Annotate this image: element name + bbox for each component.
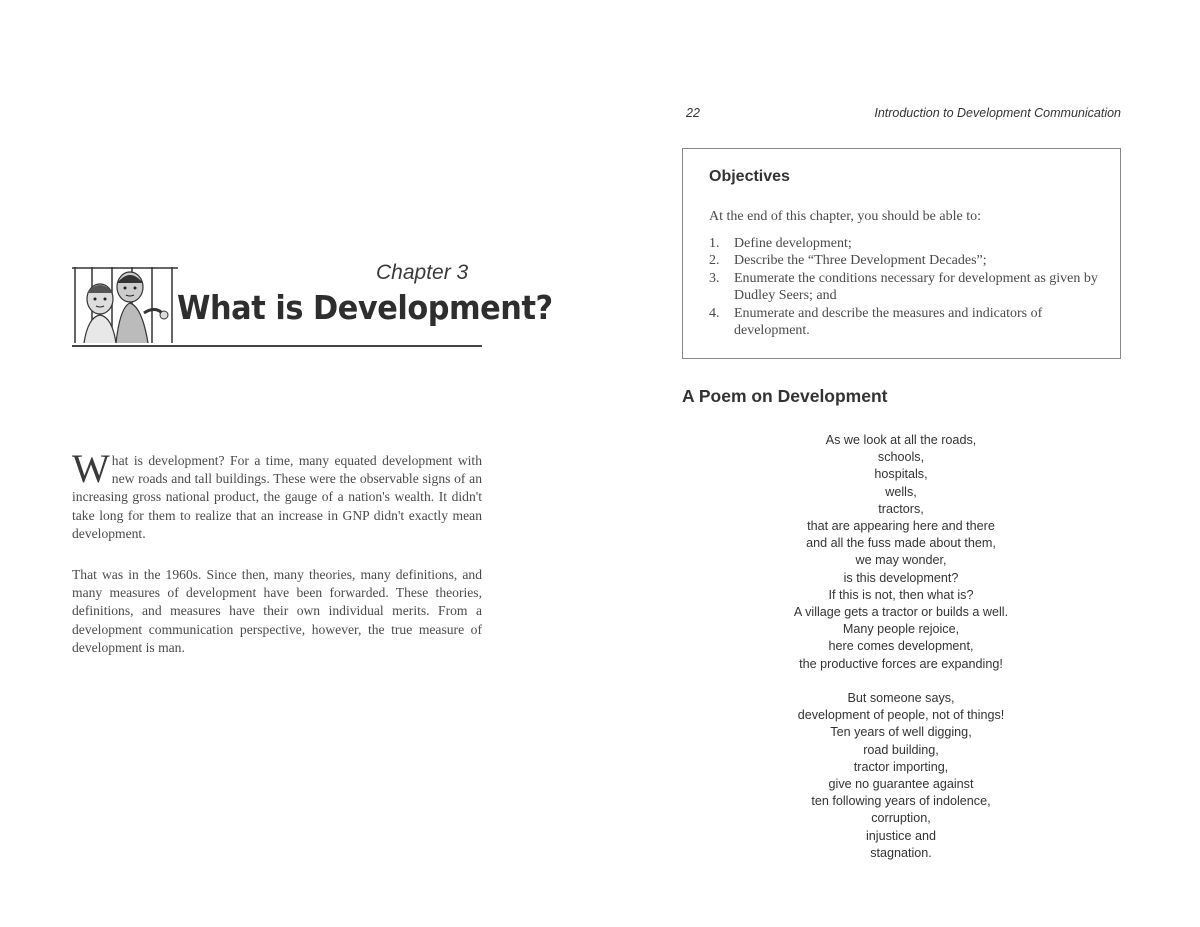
intro-paragraph: [72, 446, 482, 543]
poem-line: give no guarantee against: [828, 777, 974, 792]
drop-cap: W: [72, 446, 110, 491]
poem-line: A village gets a tractor or builds a well.: [793, 605, 1009, 620]
poem-line: road building,: [863, 742, 939, 757]
chapter-title: What is Development?: [177, 288, 553, 327]
page-number: 22: [686, 106, 700, 120]
poem-stanza-1: [682, 432, 1120, 673]
chapter-illustration-children-behind-bars: [72, 265, 180, 345]
objectives-heading: Objectives: [709, 168, 790, 185]
poem-line: and all the fuss made about them,: [806, 536, 996, 551]
poem-line: tractors,: [878, 501, 924, 516]
poem-line: development of people, not of things!: [797, 708, 1005, 723]
objective-number: 1.: [709, 236, 720, 251]
poem-line: tractor importing,: [853, 759, 949, 774]
poem-line: Many people rejoice,: [842, 622, 960, 637]
poem-line: But someone says,: [847, 691, 955, 705]
objective-text: Enumerate the conditions necessary for development as given by Dudley Seers; and: [734, 270, 1098, 304]
objective-number: 3.: [709, 270, 720, 286]
objective-text: Enumerate and describe the measures and indicators of development.: [734, 305, 1043, 339]
poem-line: here comes development,: [828, 639, 974, 654]
poem-line: If this is not, then what is?: [828, 587, 974, 602]
poem-line: wells,: [885, 484, 917, 499]
poem-line: that are appearing here and there: [807, 519, 995, 534]
objective-item: [709, 252, 1104, 269]
right-page: [600, 0, 1200, 927]
intro-paragraph-text: hat is development? For a time, many equated development with new roads and tall buildings. These were the observable signs of an increasing gross national product, the gauge of a nation's wealth. It didn't take long for them to realize that an increase in GNP didn't exactly mean development.: [72, 453, 482, 541]
poem-heading: A Poem on Development: [682, 386, 888, 406]
objective-text: Describe the “Three Development Decades”;: [734, 253, 987, 269]
objectives-intro: At the end of this chapter, you should be able to:: [709, 209, 981, 224]
chapter-rule: [72, 345, 482, 347]
poem-line: ten following years of indolence,: [811, 794, 991, 809]
objective-number: 2.: [709, 253, 720, 269]
poem-line: Ten years of well digging,: [830, 725, 972, 740]
poem-line: corruption,: [871, 811, 931, 826]
objectives-box: [682, 148, 1121, 359]
second-paragraph: That was in the 1960s. Since then, many theories, many definitions, and many measures of development have been forwarded. These theories, definitions, and measures have their own individual merits. From a development communication perspective, however, the true measure of development is man.: [72, 567, 482, 655]
objectives-list: [709, 235, 1104, 339]
poem-line: injustice and: [865, 828, 936, 843]
poem-line: hospitals,: [874, 467, 928, 482]
objective-item: [709, 270, 1104, 305]
poem-line: schools,: [877, 450, 925, 465]
poem-line: we may wonder,: [855, 553, 947, 568]
poem-line: the productive forces are expanding!: [799, 656, 1003, 671]
poem-line: is this development?: [843, 570, 959, 585]
poem-line: stagnation.: [870, 845, 932, 860]
objective-text: Define development;: [734, 236, 852, 251]
running-header-title: Introduction to Development Communication: [874, 106, 1121, 120]
objective-number: 4.: [709, 305, 720, 321]
poem-line: As we look at all the roads,: [825, 433, 977, 447]
chapter-number: Chapter 3: [376, 261, 469, 284]
objective-item: [709, 305, 1104, 340]
objective-item: [709, 235, 1104, 252]
poem-stanza-2: [682, 690, 1120, 862]
